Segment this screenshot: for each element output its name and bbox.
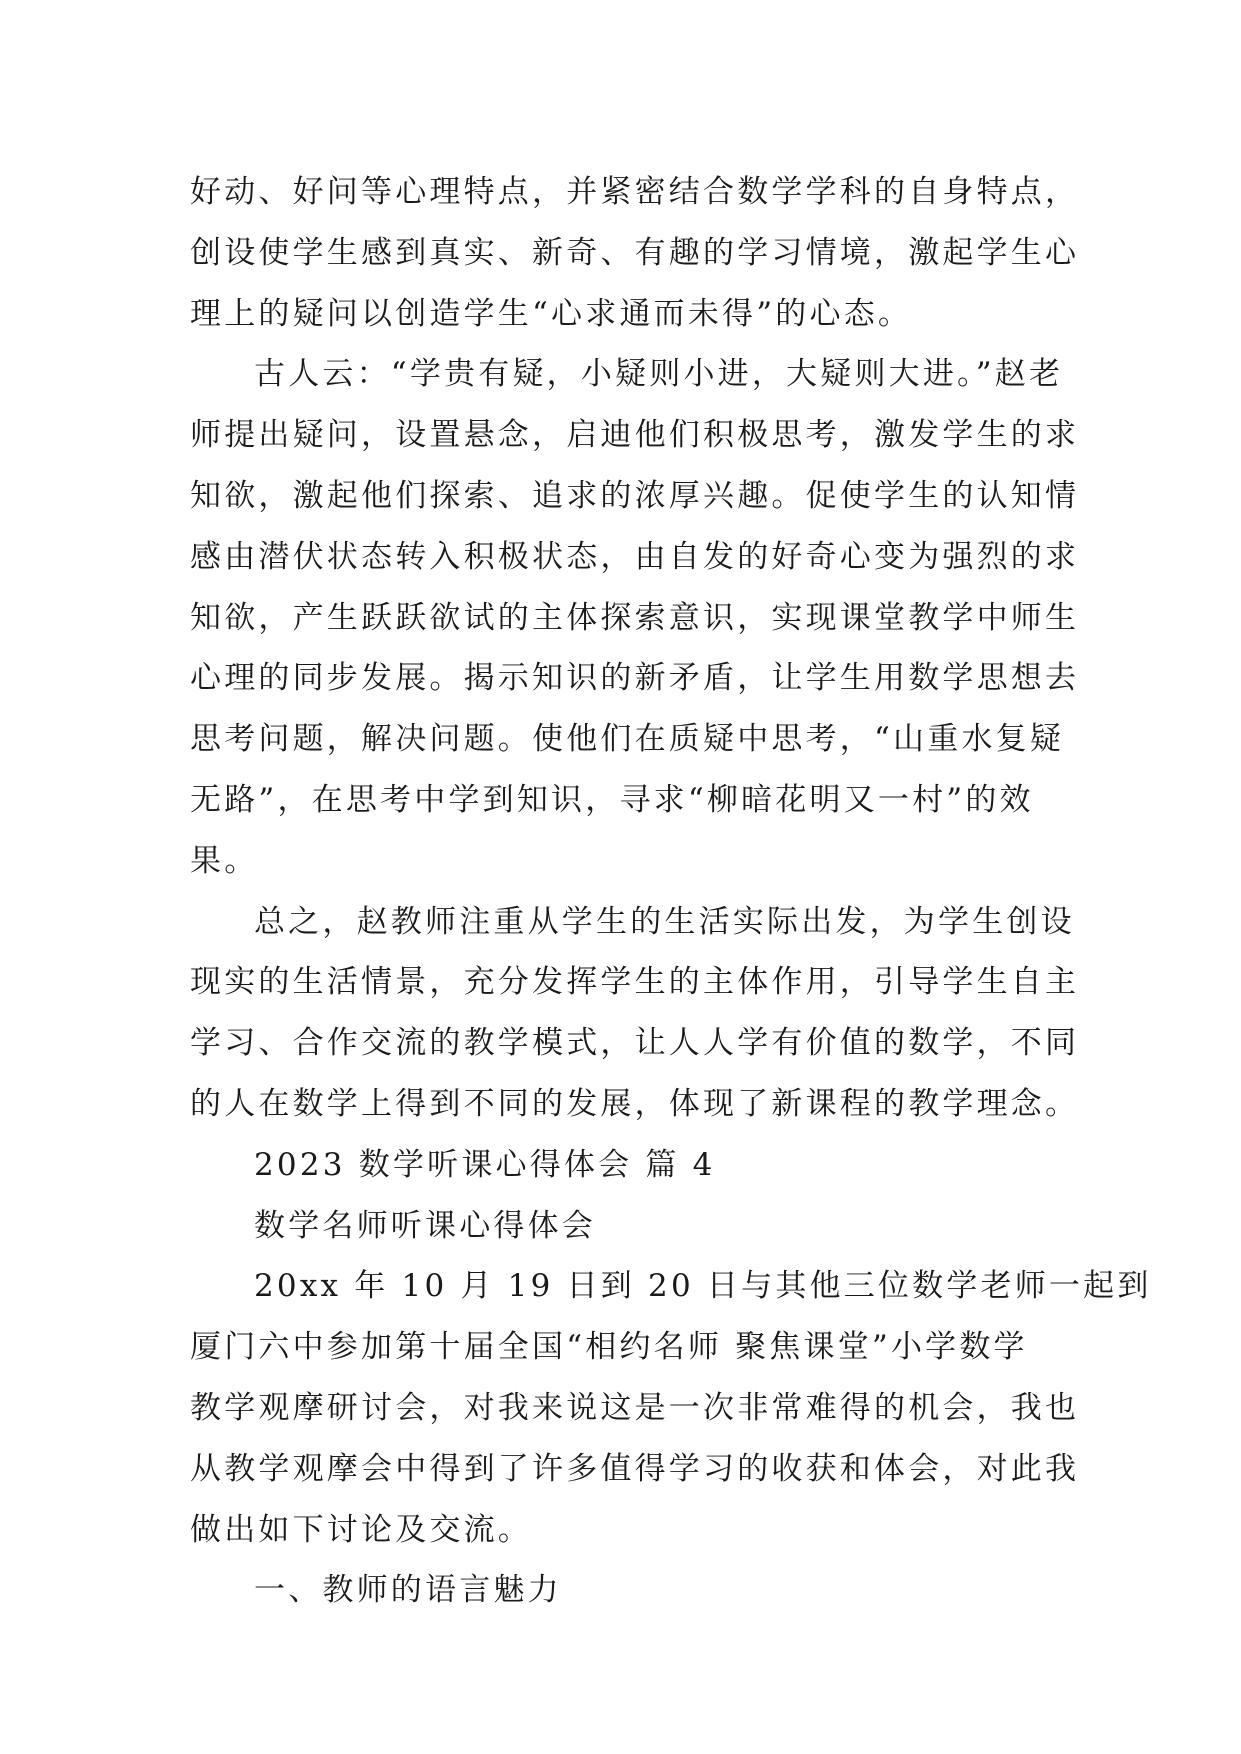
text-line: 的人在数学上得到不同的发展，体现了新课程的教学理念。 <box>190 1085 1080 1122</box>
text-line: 思考问题，解决问题。使他们在质疑中思考，“山重水复疑 <box>190 721 1065 758</box>
text-line: 好动、好问等心理特点，并紧密结合数学学科的自身特点， <box>190 174 1080 210</box>
text-line: 现实的生活情景，充分发挥学生的主体作用，引导学生自主 <box>190 964 1080 1001</box>
article-title: 数学名师听课心得体会 <box>254 1207 596 1244</box>
text-line: 知欲，激起他们探索、追求的浓厚兴趣。促使学生的认知情 <box>190 477 1080 514</box>
text-line: 古人云：“学贵有疑，小疑则小进，大疑则大进。”赵老 <box>254 356 1064 393</box>
text-line: 学习、合作交流的教学模式，让人人学有价值的数学，不同 <box>190 1025 1080 1062</box>
subsection-heading: 一、教师的语言魅力 <box>254 1572 562 1609</box>
text-line: 无路”，在思考中学到知识，寻求“柳暗花明又一村”的效 <box>190 781 1034 818</box>
text-line: 20xx 年 10 月 19 日到 20 日与其他三位数学老师一起到 <box>254 1268 1152 1305</box>
text-line: 师提出疑问，设置悬念，启迪他们积极思考，激发学生的求 <box>190 417 1080 454</box>
text-line: 做出如下讨论及交流。 <box>190 1511 532 1548</box>
text-line: 总之，赵教师注重从学生的生活实际出发，为学生创设 <box>254 903 1075 940</box>
text-line: 感由潜伏状态转入积极状态，由自发的好奇心变为强烈的求 <box>190 538 1080 575</box>
text-line: 理上的疑问以创造学生“心求通而未得”的心态。 <box>190 295 913 332</box>
text-line: 从教学观摩会中得到了许多值得学习的收获和体会，对此我 <box>190 1450 1080 1487</box>
text-line: 知欲，产生跃跃欲试的主体探索意识，实现课堂教学中师生 <box>190 599 1080 636</box>
text-line: 心理的同步发展。揭示知识的新矛盾，让学生用数学思想去 <box>190 660 1080 697</box>
text-line: 教学观摩研讨会，对我来说这是一次非常难得的机会，我也 <box>190 1389 1080 1426</box>
text-line: 创设使学生感到真实、新奇、有趣的学习情境，激起学生心 <box>190 234 1080 271</box>
document-body <box>190 162 1152 1621</box>
text-line: 厦门六中参加第十届全国“相约名师 聚焦课堂”小学数学 <box>190 1329 1028 1366</box>
section-heading: 2023 数学听课心得体会 篇 4 <box>254 1146 716 1183</box>
text-line: 果。 <box>190 842 259 879</box>
